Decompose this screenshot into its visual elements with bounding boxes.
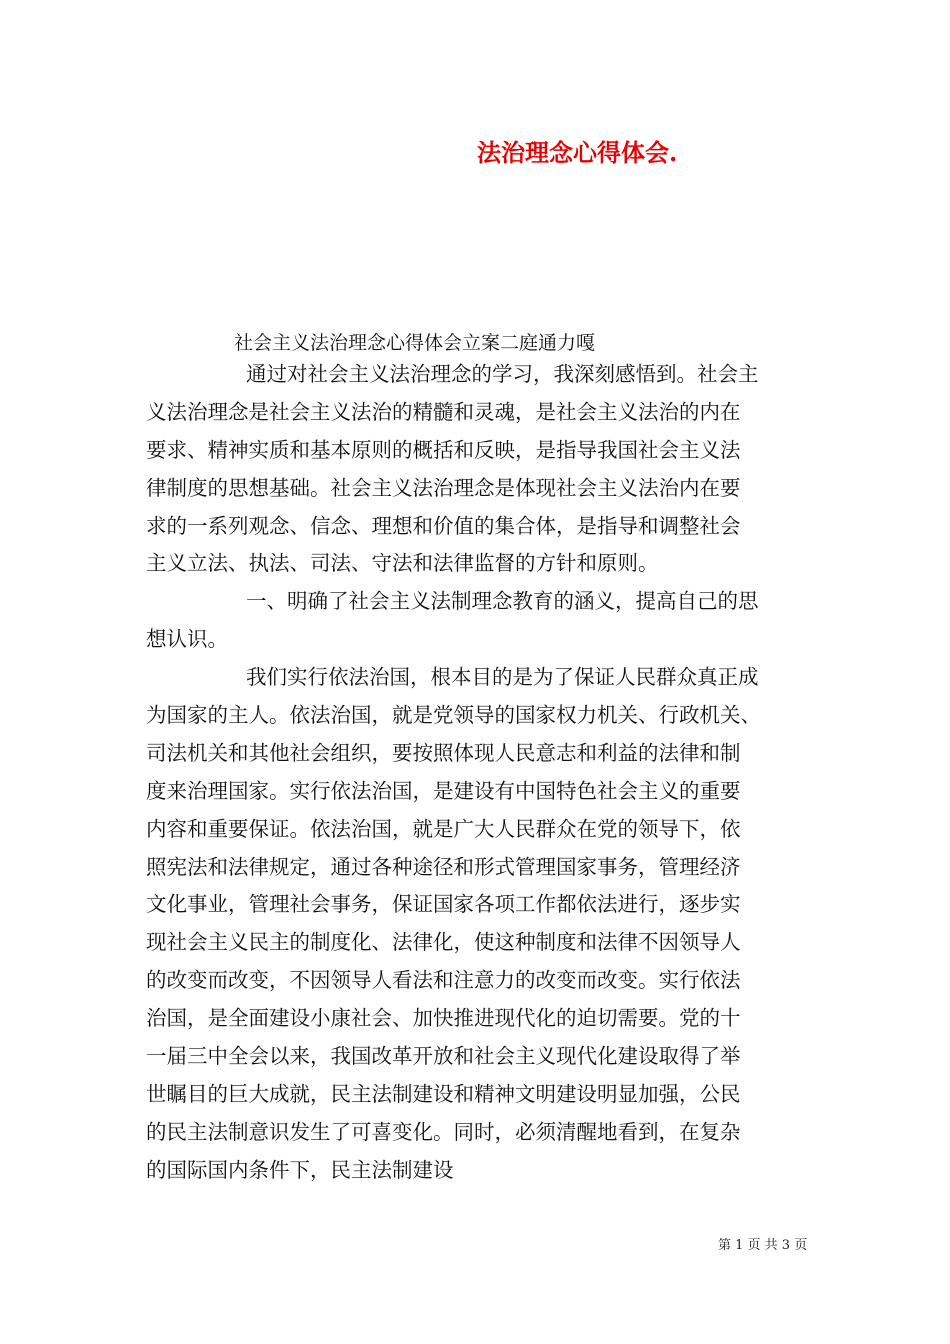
document-subtitle: 社会主义法治理念心得体会立案二庭通力嘎 (234, 332, 596, 354)
paragraph-line: 为国家的主人。依法治国，就是党领导的国家权力机关、行政机关、 (146, 703, 761, 728)
section-heading-line: 一、明确了社会主义法制理念教育的涵义，提高自己的思 (246, 589, 759, 614)
paragraph-line: 一届三中全会以来，我国改革开放和社会主义现代化建设取得了举 (146, 1044, 741, 1069)
paragraph-line: 律制度的思想基础。社会主义法治理念是体现社会主义法治内在要 (146, 475, 741, 500)
paragraph-line: 义法治理念是社会主义法治的精髓和灵魂，是社会主义法治的内在 (146, 399, 741, 424)
paragraph-line: 治国，是全面建设小康社会、加快推进现代化的迫切需要。党的十 (146, 1006, 741, 1031)
paragraph-line: 主义立法、执法、司法、守法和法律监督的方针和原则。 (146, 551, 659, 576)
paragraph-line: 现社会主义民主的制度化、法律化，使这种制度和法律不因领导人 (146, 930, 741, 955)
paragraph-line: 要求、精神实质和基本原则的概括和反映，是指导我国社会主义法 (146, 437, 741, 462)
paragraph-line: 照宪法和法律规定，通过各种途径和形式管理国家事务，管理经济 (146, 854, 741, 879)
paragraph-line: 的民主法制意识发生了可喜变化。同时，必须清醒地看到，在复杂 (146, 1119, 741, 1144)
paragraph-line: 司法机关和其他社会组织，要按照体现人民意志和利益的法律和制 (146, 740, 741, 765)
paragraph-line: 求的一系列观念、信念、理想和价值的集合体，是指导和调整社会 (146, 513, 741, 538)
paragraph-line: 文化事业，管理社会事务，保证国家各项工作都依法进行，逐步实 (146, 892, 741, 917)
paragraph-line: 通过对社会主义法治理念的学习，我深刻感悟到。社会主 (246, 362, 759, 386)
paragraph-line: 的改变而改变，不因领导人看法和注意力的改变而改变。实行依法 (146, 968, 741, 993)
paragraph-line: 我们实行依法治国，根本目的是为了保证人民群众真正成 (246, 665, 759, 690)
paragraph-line: 内容和重要保证。依法治国，就是广大人民群众在党的领导下，依 (146, 816, 741, 841)
paragraph-line: 的国际国内条件下，民主法制建设 (146, 1157, 454, 1182)
paragraph-line: 世瞩目的巨大成就，民主法制建设和精神文明建设明显加强，公民 (146, 1081, 741, 1106)
section-heading-line: 想认识。 (146, 627, 228, 652)
document-body (146, 356, 806, 1190)
document-title: 法治理念心得体会. (477, 138, 678, 167)
page-number-footer: 第 1 页 共 3 页 (718, 1238, 808, 1253)
paragraph-line: 度来治理国家。实行依法治国，是建设有中国特色社会主义的重要 (146, 778, 741, 803)
